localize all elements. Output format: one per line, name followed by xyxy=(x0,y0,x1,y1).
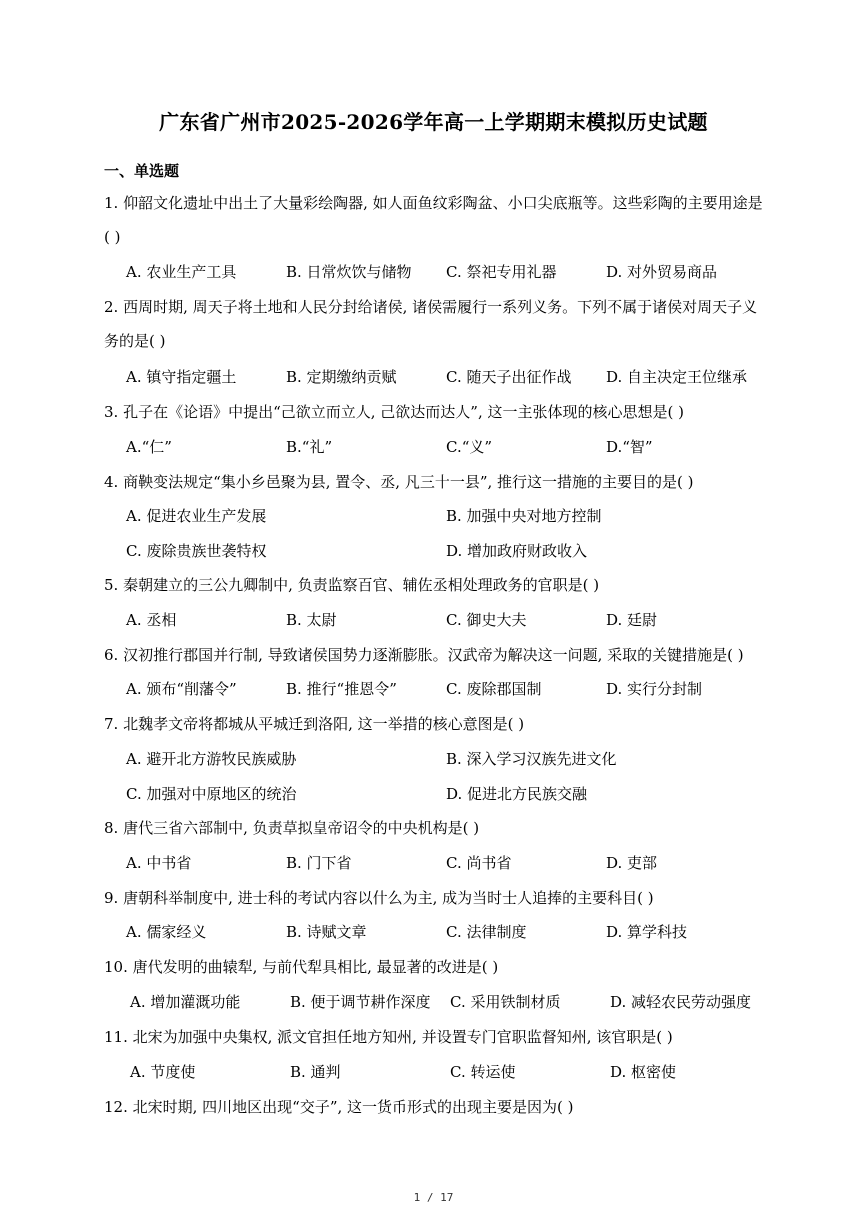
question-stem: 9. 唐朝科举制度中, 进士科的考试内容以什么为主, 成为当时士人追捧的主要科目( ) xyxy=(104,889,654,907)
option-b: B. 日常炊饮与储物 xyxy=(286,263,412,281)
question-4-options-row-2 xyxy=(126,534,766,568)
option-d: D. 减轻农民劳动强度 xyxy=(610,993,752,1011)
question-stem: 5. 秦朝建立的三公九卿制中, 负责监察百官、辅佐丞相处理政务的官职是( ) xyxy=(104,576,600,594)
option-c: C. 废除贵族世袭特权 xyxy=(126,542,267,560)
option-d: D. 促进北方民族交融 xyxy=(446,785,588,803)
option-b: B. 加强中央对地方控制 xyxy=(446,507,602,525)
question-5-options xyxy=(126,603,766,637)
option-c: C. 废除郡国制 xyxy=(446,680,542,698)
option-c: C.“义” xyxy=(446,438,493,456)
question-2 xyxy=(104,290,766,358)
question-7-options-row-1 xyxy=(126,742,766,776)
option-b: B. 通判 xyxy=(290,1063,341,1081)
option-b: B. 定期缴纳贡赋 xyxy=(286,368,397,386)
option-b: B. 太尉 xyxy=(286,611,337,629)
question-8 xyxy=(104,811,766,845)
question-stem: 11. 北宋为加强中央集权, 派文官担任地方知州, 并设置专门官职监督知州, 该官职是( ) xyxy=(104,1028,673,1046)
option-a: A. 避开北方游牧民族威胁 xyxy=(126,750,297,768)
question-10-options xyxy=(130,985,770,1019)
question-11 xyxy=(104,1020,766,1054)
question-11-options xyxy=(130,1055,770,1089)
question-6 xyxy=(104,638,766,672)
question-stem: 7. 北魏孝文帝将都城从平城迁到洛阳, 这一举措的核心意图是( ) xyxy=(104,715,525,733)
question-stem: 12. 北宋时期, 四川地区出现“交子”, 这一货币形式的出现主要是因为( ) xyxy=(104,1098,574,1116)
option-b: B. 深入学习汉族先进文化 xyxy=(446,750,617,768)
question-stem: 4. 商鞅变法规定“集小乡邑聚为县, 置令、丞, 凡三十一县”, 推行这一措施的主要目的是( ) xyxy=(104,473,694,491)
question-stem: 1. 仰韶文化遗址中出土了大量彩绘陶器, 如人面鱼纹彩陶盆、小口尖底瓶等。这些彩陶的主要用途是( ) xyxy=(104,194,763,246)
option-d: D. 自主决定王位继承 xyxy=(606,368,748,386)
option-d: D. 实行分封制 xyxy=(606,680,703,698)
option-a: A. 颁布“削藩令” xyxy=(126,680,237,698)
option-d: D.“智” xyxy=(606,438,653,456)
question-2-options xyxy=(126,360,766,394)
option-a: A. 农业生产工具 xyxy=(126,263,237,281)
option-d: D. 枢密使 xyxy=(610,1063,677,1081)
option-d: D. 吏部 xyxy=(606,854,658,872)
page-title: 广东省广州市2025-2026学年高一上学期期末模拟历史试题 xyxy=(159,110,708,134)
option-c: C. 采用铁制材质 xyxy=(450,993,561,1011)
question-stem: 6. 汉初推行郡国并行制, 导致诸侯国势力逐渐膨胀。汉武帝为解决这一问题, 采取的关键措施是( ) xyxy=(104,646,744,664)
option-c: C. 御史大夫 xyxy=(446,611,527,629)
page-number: 1 / 17 xyxy=(413,1191,454,1204)
option-d: D. 廷尉 xyxy=(606,611,658,629)
question-9-options xyxy=(126,915,766,949)
option-a: A. 儒家经义 xyxy=(126,923,207,941)
option-b: B. 推行“推恩令” xyxy=(286,680,397,698)
question-8-options xyxy=(126,846,766,880)
question-5 xyxy=(104,568,766,602)
option-a: A. 促进农业生产发展 xyxy=(126,507,267,525)
section-heading: 一、单选题 xyxy=(104,162,180,180)
option-a: A. 丞相 xyxy=(126,611,177,629)
question-4 xyxy=(104,465,766,499)
option-b: B. 便于调节耕作深度 xyxy=(290,993,431,1011)
option-c: C. 转运使 xyxy=(450,1063,516,1081)
question-3 xyxy=(104,395,766,429)
option-a: A. 增加灌溉功能 xyxy=(130,993,241,1011)
question-10 xyxy=(104,950,766,984)
question-stem: 10. 唐代发明的曲辕犁, 与前代犁具相比, 最显著的改进是( ) xyxy=(104,958,499,976)
option-b: B. 诗赋文章 xyxy=(286,923,367,941)
question-1-options xyxy=(126,255,766,289)
option-a: A. 节度使 xyxy=(130,1063,196,1081)
option-c: C. 尚书省 xyxy=(446,854,512,872)
option-a: A. 中书省 xyxy=(126,854,192,872)
question-stem: 2. 西周时期, 周天子将土地和人民分封给诸侯, 诸侯需履行一系列义务。下列不属于诸侯对周天子义务的是( ) xyxy=(104,298,758,350)
question-stem: 3. 孔子在《论语》中提出“己欲立而立人, 己欲达而达人”, 这一主张体现的核心思想是( ) xyxy=(104,403,684,421)
question-7-options-row-2 xyxy=(126,777,766,811)
question-stem: 8. 唐代三省六部制中, 负责草拟皇帝诏令的中央机构是( ) xyxy=(104,819,480,837)
option-a: A.“仁” xyxy=(126,438,172,456)
option-d: D. 对外贸易商品 xyxy=(606,263,718,281)
question-3-options xyxy=(126,430,766,464)
option-c: C. 祭祀专用礼器 xyxy=(446,263,557,281)
question-4-options-row-1 xyxy=(126,499,766,533)
option-a: A. 镇守指定疆土 xyxy=(126,368,237,386)
option-c: C. 随天子出征作战 xyxy=(446,368,572,386)
question-12 xyxy=(104,1090,766,1124)
question-1 xyxy=(104,186,766,254)
question-6-options xyxy=(126,672,766,706)
option-b: B. 门下省 xyxy=(286,854,352,872)
option-c: C. 法律制度 xyxy=(446,923,527,941)
option-b: B.“礼” xyxy=(286,438,333,456)
option-d: D. 增加政府财政收入 xyxy=(446,542,588,560)
question-9 xyxy=(104,881,766,915)
option-d: D. 算学科技 xyxy=(606,923,688,941)
option-c: C. 加强对中原地区的统治 xyxy=(126,785,297,803)
question-7 xyxy=(104,707,766,741)
